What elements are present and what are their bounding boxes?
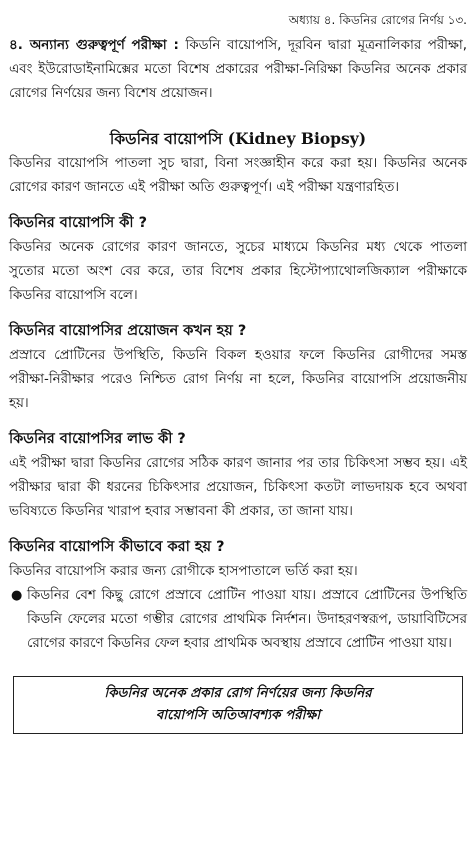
answer-paragraph: প্রস্রাবে প্রোটিনের উপস্থিতি, কিডনি বিকল হওয়ার ফলে কিডনির রোগীদের সমস্ত পরীক্ষা-নিরীক্ষার পরেও নিশ্চিত রোগ নির্ণয় না হলে, কিডনির বায়োপসি প্রয়োজনীয় হয়।: [9, 348, 467, 411]
bullet-text: কিডনির বেশ কিছু রোগে প্রস্রাবে প্রোটিন পাওয়া যায়। প্রস্রাবে প্রোটিনের উপস্থিতি কিডনি ফেলের মতো গম্ভীর রোগের প্রাথমিক নির্দশন। উদাহরণস্বরূপ, ডায়াবিটিসের রোগের কারণে কিডনির ফেল হবার প্রাথমিক অবস্থায় প্রস্রাবে প্রোটিন পাওয়া যায়।: [27, 588, 467, 651]
callout-line: কিডনির অনেক প্রকার রোগ নির্ণয়ের জন্য কিডনির: [104, 686, 372, 701]
section-intro: কিডনির বায়োপসি পাতলা সুচ দ্বারা, বিনা সংজ্ঞাহীন করে করা হয়। কিডনির অনেক রোগের কারণ জানতে এই পরীক্ষা অতি গুরুত্বপূর্ণ। এই পরীক্ষা যন্ত্রণারহিত।: [9, 156, 467, 195]
section-title-en: (Kidney Biopsy): [227, 129, 367, 148]
bullet-item: [9, 584, 467, 656]
callout-box: [13, 676, 463, 734]
question-heading: কিডনির বায়োপসির লাভ কী ?: [9, 431, 186, 447]
answer-paragraph: এই পরীক্ষা দ্বারা কিডনির রোগের সঠিক কারণ জানার পর তার চিকিৎসা সম্ভব হয়। এই পরীক্ষার দ্বারা কী ধরনের চিকিৎসার প্রয়োজন, চিকিৎসা কতটা লাভদায়ক হবে অথবা ভবিষ্যতে কিডনির খারাপ হবার সম্ভাবনা কী প্রকার, তা জানা যায়।: [9, 456, 467, 519]
intro-lead: ৪. অন্যান্য গুরুত্বপূর্ণ পরীক্ষা :: [9, 38, 179, 53]
answer-paragraph: কিডনির অনেক রোগের কারণ জানতে, সুচের মাধ্যমে কিডনির মধ্য থেকে পাতলা সুতোর মতো অংশ বের করে, তার বিশেষ প্রকার হিস্টোপ্যাথোলজিক্যাল পরীক্ষাকে কিডনির বায়োপসি বলে।: [9, 240, 467, 303]
section-title-bn: কিডনির বায়োপসি: [109, 130, 228, 148]
question-heading: কিডনির বায়োপসির প্রয়োজন কখন হয় ?: [9, 323, 247, 339]
question-heading: কিডনির বায়োপসি কীভাবে করা হয় ?: [9, 539, 225, 555]
section-title: [9, 126, 467, 152]
intro-text: কিডনি বায়োপসি, দূরবিন দ্বারা মূত্রনালিকার পরীক্ষা, এবং ইউরোডাইনামিক্সের মতো বিশেষ প্রকারের পরীক্ষা-নিরিক্ষা কিডনির অনেক প্রকার রোগের নির্ণয়ের জন্য বিশেষ প্রয়োজন।: [9, 38, 468, 101]
callout-line: বায়োপসি অতিআবশ্যক পরীক্ষা: [155, 708, 321, 723]
question-heading: কিডনির বায়োপসি কী ?: [9, 215, 148, 231]
bullet-dot-icon: ●: [11, 588, 23, 603]
intro-paragraph: [9, 34, 467, 106]
answer-paragraph: কিডনির বায়োপসি করার জন্য রোগীকে হাসপাতালে ভর্তি করা হয়।: [9, 564, 358, 579]
running-head: অধ্যায় ৪. কিডনির রোগের নির্ণয় ১৩.: [288, 13, 467, 27]
